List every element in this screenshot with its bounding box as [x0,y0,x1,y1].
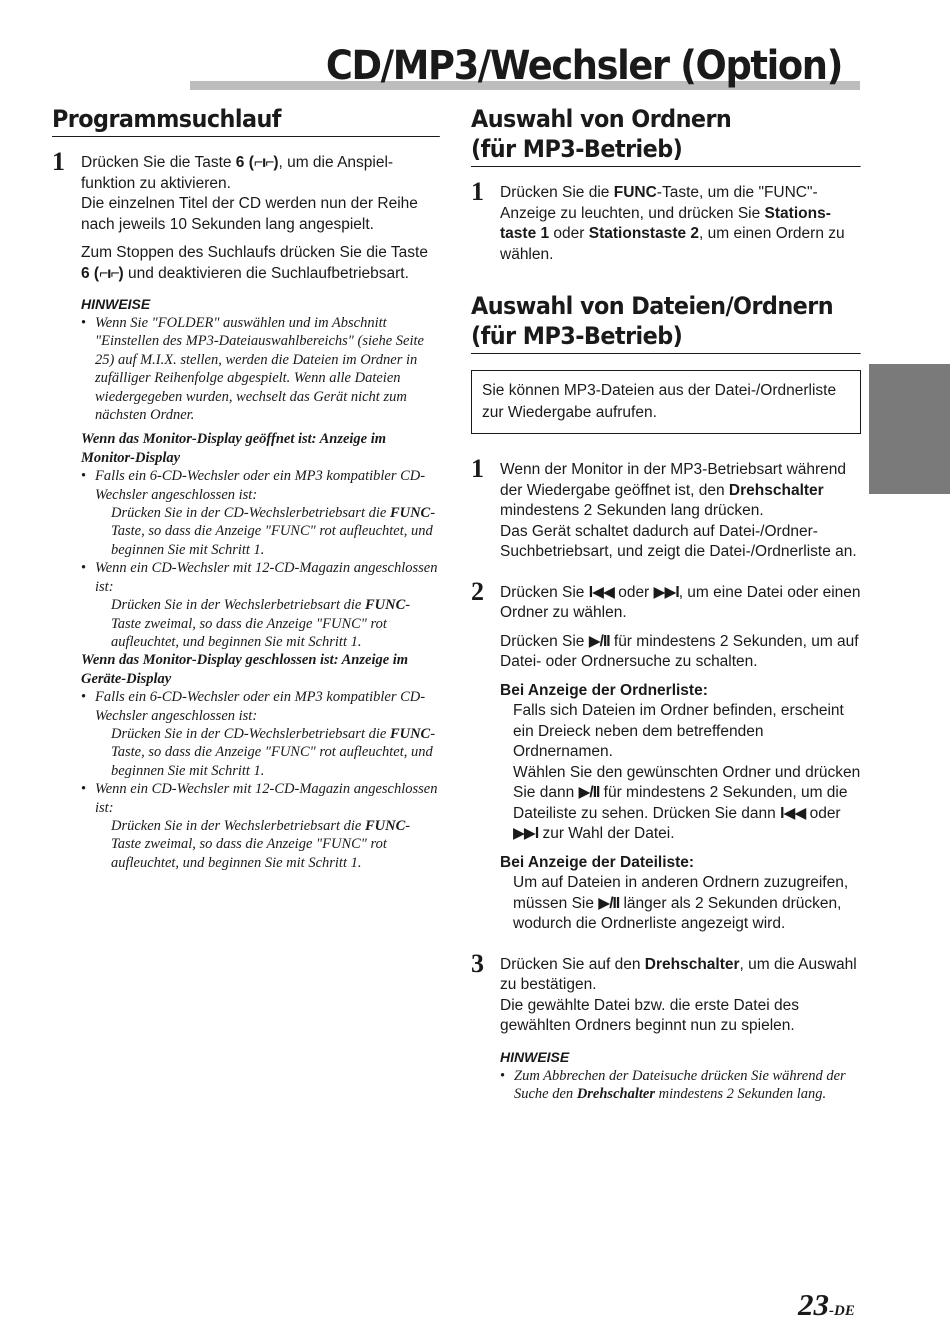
step-text [81,153,440,235]
note-item [81,688,440,780]
subhead-dateiliste: Bei Anzeige der Dateiliste: [500,853,695,871]
text-run: Zum Abbrechen der Dateisuche drücken Sie während der Suche den [514,1067,846,1102]
section-title-auswahl-dateien [471,291,861,354]
text-run: Die gewählte Datei bzw. die erste Datei des gewählten Ordners beginnt nun zu spielen. [500,996,799,1034]
title-line: Auswahl von Dateien/Ordnern [471,292,834,320]
note-item-body [95,725,440,780]
text-run: oder [549,225,589,242]
text-run: Drücken Sie die [500,184,614,201]
page-number [798,1289,855,1320]
hinweise-title: HINWEISE [500,1048,570,1065]
note-item-body [95,596,440,651]
section-title-programmsuchlauf: Programmsuchlauf [52,104,440,137]
text-run: Drücken Sie in der CD-Wechslerbetriebsart die [111,725,390,742]
note-item: • Wenn Sie "FOLDER" auswählen und im Abschnitt "Einstellen des MP3-Dateiauswahlbereichs" (siehe Seite 25) auf M.I.X. stellen, werden die Dateien im Ordner in zufälliger Reihenfolge abgespielt. Wenn alle Dateien wiedergegeben wurden, wechselt das Gerät nicht zum nächsten Ordner. [81,314,440,424]
text-run: mindestens 2 Sekunden lang drücken. [500,502,764,519]
subblock-text [513,701,861,845]
step-number: 3 [471,948,484,978]
text-run: Die einzelnen Titel der CD werden nun der Reihe nach jeweils 10 Sekunden lang angespielt. [81,195,418,233]
step-2-dateien [471,576,861,935]
page-number-value: 23 [798,1287,829,1322]
text-run: Zum Stoppen des Suchlaufs drücken Sie die Taste [81,244,428,261]
right-column [471,104,861,1103]
text-run: Falls sich Dateien im Ordner befinden, erscheint ein Dreieck neben dem betreffenden Ordnernamen. [513,702,844,760]
func-label: FUNC [389,505,431,522]
text-run: Drücken Sie die Taste [81,154,236,171]
text-run: zur Wahl der Datei. [538,825,675,842]
text-run: und deaktivieren die Suchlaufbetriebsart. [123,264,409,282]
scan-icon: ⌐ı⌐ [253,154,274,171]
step-number: 2 [471,576,484,606]
note-subhead-open: Wenn das Monitor-Display geöffnet ist: Anzeige im Monitor-Display [81,431,387,466]
subblock-ordnerliste [500,701,861,845]
text-run: -Taste zweimal, so dass die Anzeige "FUNC" rot aufleuchtet, und beginnen Sie mit Schritt 1. [111,597,411,650]
previous-track-icon: I◀◀ [780,804,806,822]
text-run: mindestens 2 Sekunden lang. [654,1085,827,1102]
step-text [500,955,861,1037]
stationstaste-2-label: Stationstaste 2 [588,225,700,242]
side-tab-marker [869,364,950,494]
hinweise-title: HINWEISE [81,296,151,312]
text-run: -Taste, um die "FUNC"-Anzeige zu leuchten, und drücken Sie [500,184,818,222]
step-number: 1 [52,147,65,176]
note-item [81,780,440,872]
key-label-end: ) [273,154,279,171]
text-run: Drücken Sie [500,583,589,601]
drehschalter-label: Drehschalter [576,1085,655,1102]
func-label: FUNC [364,817,406,834]
note-item-body [95,504,440,559]
subhead-ordnerliste: Bei Anzeige der Ordnerliste: [500,681,708,699]
key-label: 6 ( [81,264,100,282]
step-3-dateien [471,948,861,1104]
section-title-auswahl-ordnern [471,104,861,167]
text-run: oder [613,583,654,601]
func-label: FUNC [613,184,657,201]
drehschalter-label: Drehschalter [644,955,740,973]
text-run: -Taste, so dass die Anzeige "FUNC" rot aufleuchtet, und beginnen Sie mit Schritt 1. [111,725,436,779]
note-item [81,467,440,559]
drehschalter-label: Drehschalter [728,481,824,499]
func-label: FUNC [389,725,431,742]
text-run: , um eine Datei oder einen Ordner zu wählen. [500,583,861,621]
page-title: CD/MP3/Wechsler (Option) [325,43,842,89]
text-run: Wenn der Monitor in der MP3-Betriebsart während der Wiedergabe geöffnet ist, den [500,461,847,499]
note-item-head: Falls ein 6-CD-Wechsler oder ein MP3 kompatibler CD-Wechsler angeschlossen ist: [95,468,426,503]
key-label-end: ) [118,264,124,282]
stationstaste-1-label: Stationstaste 1 [500,204,831,242]
step-text-play [500,632,861,673]
step-1 [52,147,440,872]
text-run: , um einen Ordern zu wählen. [500,225,845,263]
note-subhead-closed: Wenn das Monitor-Display geschlossen ist: Anzeige im Geräte-Display [81,652,409,687]
next-track-icon: ▶▶I [653,583,679,601]
step-text [500,460,861,563]
note-item [81,559,440,651]
text-run: für mindestens 2 Sekunden, um die Dateiliste zu sehen. Drücken Sie dann [513,784,848,822]
text-run: -Taste, so dass die Anzeige "FUNC" rot aufleuchtet, und beginnen Sie mit Schritt 1. [111,505,436,558]
text-run: , um die Auswahl zu bestätigen. [500,955,857,993]
previous-track-icon: I◀◀ [588,583,614,601]
text-run: Drücken Sie in der CD-Wechslerbetriebsart die [111,505,390,522]
text-run: , um die Anspielfunktion zu aktivieren. [81,154,394,192]
note-item-head: Wenn ein CD-Wechsler mit 12-CD-Magazin angeschlossen ist: [95,560,438,595]
text-run: Wählen Sie den gewünschten Ordner und drücken Sie dann [513,763,861,801]
notes-list [500,1067,861,1104]
note-item [500,1067,861,1104]
key-label: 6 ( [235,154,254,171]
text-run: Um auf Dateien in anderen Ordnern zuzugreifen, müssen Sie [513,874,849,912]
info-box: Sie können MP3-Dateien aus der Datei-/Ordnerliste zur Wiedergabe aufrufen. [471,370,861,434]
step-1-dateien [471,454,861,563]
note-item-head: Falls ein 6-CD-Wechsler oder ein MP3 kompatibler CD-Wechsler angeschlossen ist: [95,689,426,724]
subblock-text [513,873,861,935]
play-pause-icon: ▶/II [578,784,600,801]
text-run: Drücken Sie [500,632,589,650]
notes-list-open [81,467,440,651]
title-line: Auswahl von Ordnern [471,105,732,133]
step-text [500,583,861,624]
subblock-dateiliste [500,873,861,935]
text-run: für mindestens 2 Sekunden, um auf Datei- oder Ordnersuche zu schalten. [500,632,859,670]
text-run: oder [805,804,841,822]
notes-list-closed [81,688,440,872]
step-number: 1 [471,454,484,483]
text-run: -Taste zweimal, so dass die Anzeige "FUNC" rot aufleuchtet, und beginnen Sie mit Schritt 1. [111,817,411,871]
scan-icon: ⌐ı⌐ [99,264,119,282]
note-item-body [95,817,440,872]
text-run: länger als 2 Sekunden drücken, wodurch die Ordnerliste angezeigt wird. [513,894,842,932]
step-1-ordner [471,177,861,265]
step-text-stop [81,243,440,284]
text-run: Drücken Sie in der Wechslerbetriebsart die [111,597,365,614]
left-column [52,104,440,872]
title-line: (für MP3-Betrieb) [471,135,683,163]
step-text [500,183,861,265]
play-pause-icon: ▶/II [588,632,610,650]
next-track-icon: ▶▶I [513,825,539,842]
text-run: Drücken Sie in der Wechslerbetriebsart die [111,817,365,834]
title-line: (für MP3-Betrieb) [471,322,683,350]
play-pause-icon: ▶/II [598,894,620,912]
func-label: FUNC [364,597,406,614]
notes-list [81,314,440,424]
note-item-head: Wenn ein CD-Wechsler mit 12-CD-Magazin angeschlossen ist: [95,781,438,816]
step-number: 1 [471,177,484,206]
page-language-suffix: -DE [829,1303,855,1319]
text-run: Drücken Sie auf den [500,955,645,973]
text-run: Das Gerät schaltet dadurch auf Datei-/Ordner-Suchbetriebsart, und zeigt die Datei-/Ordnerliste an. [500,522,857,560]
